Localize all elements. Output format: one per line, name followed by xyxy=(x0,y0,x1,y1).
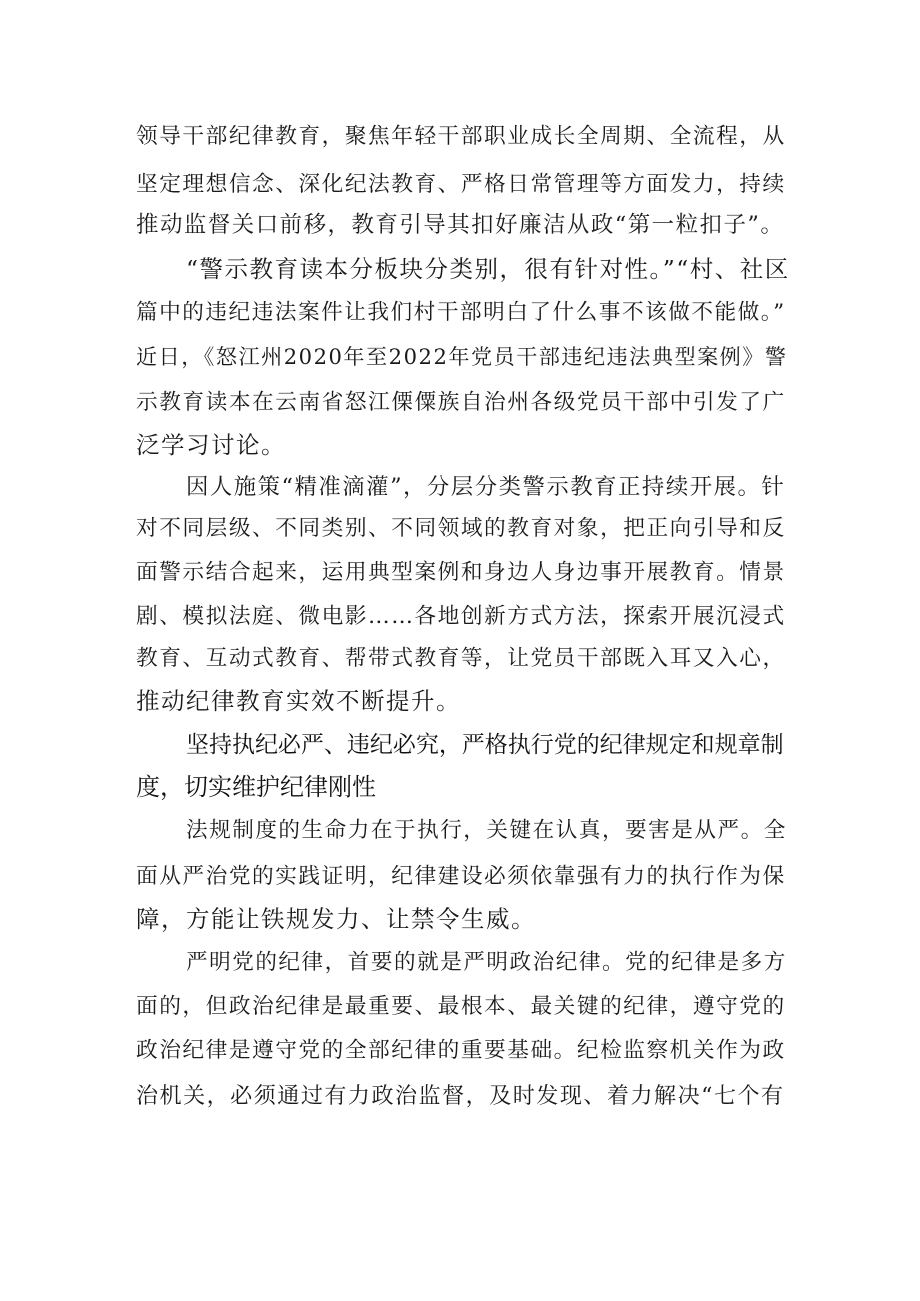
text-line: 面警示结合起来，运用典型案例和身边人身边事开展教育。情景 xyxy=(136,560,786,585)
text-line: 示教育读本在云南省怒江傈僳族自治州各级党员干部中引发了广 xyxy=(136,390,786,415)
section-heading: 坚持执纪必严、违纪必究，严格执行党的纪律规定和规章制 xyxy=(186,732,784,758)
text-line: 推动监督关口前移，教育引导其扣好廉洁从政“第一粒扣子”。 xyxy=(136,212,785,238)
text-line: 治机关，必须通过有力政治监督，及时发现、着力解决“七个有 xyxy=(136,1084,785,1109)
text-line: 近日，《怒江州2020年至2022年党员干部违纪违法典型案例》警 xyxy=(136,344,788,369)
section-heading: 度，切实维护纪律刚性 xyxy=(136,773,376,801)
text-line: 法规制度的生命力在于执行，关键在认真，要害是从严。全 xyxy=(186,818,787,843)
text-line: 篇中的违纪违法案件让我们村干部明白了什么事不该做不能做。” xyxy=(136,300,786,325)
text-line: 障，方能让铁规发力、让禁令生威。 xyxy=(136,905,536,933)
text-line: 政治纪律是遵守党的全部纪律的重要基础。纪检监察机关作为政 xyxy=(136,1038,786,1063)
text-line: 坚定理想信念、深化纪法教育、严格日常管理等方面发力，持续 xyxy=(136,172,786,197)
text-line: 剧、模拟法庭、微电影……各地创新方式方法，探索开展沉浸式 xyxy=(136,604,786,629)
text-line: 泛学习讨论。 xyxy=(136,431,286,459)
text-line: 严明党的纪律，首要的就是严明政治纪律。党的纪律是多方 xyxy=(186,950,787,975)
text-line: 因人施策“精准滴灌”，分层分类警示教育正持续开展。针 xyxy=(186,474,786,500)
text-line: 推动纪律教育实效不断提升。 xyxy=(136,687,461,715)
text-line: 教育、互动式教育、帮带式教育等，让党员干部既入耳又入心， xyxy=(136,646,786,671)
text-line: 面的，但政治纪律是最重要、最根本、最关键的纪律，遵守党的 xyxy=(136,994,786,1019)
text-line: 领导干部纪律教育，聚焦年轻干部职业成长全周期、全流程，从 xyxy=(136,124,786,149)
text-line: 面从严治党的实践证明，纪律建设必须依靠强有力的执行作为保 xyxy=(136,864,786,889)
text-line: 对不同层级、不同类别、不同领域的教育对象，把正向引导和反 xyxy=(136,516,786,541)
text-line: “警示教育读本分板块分类别，很有针对性。”“村、社区 xyxy=(186,255,790,283)
